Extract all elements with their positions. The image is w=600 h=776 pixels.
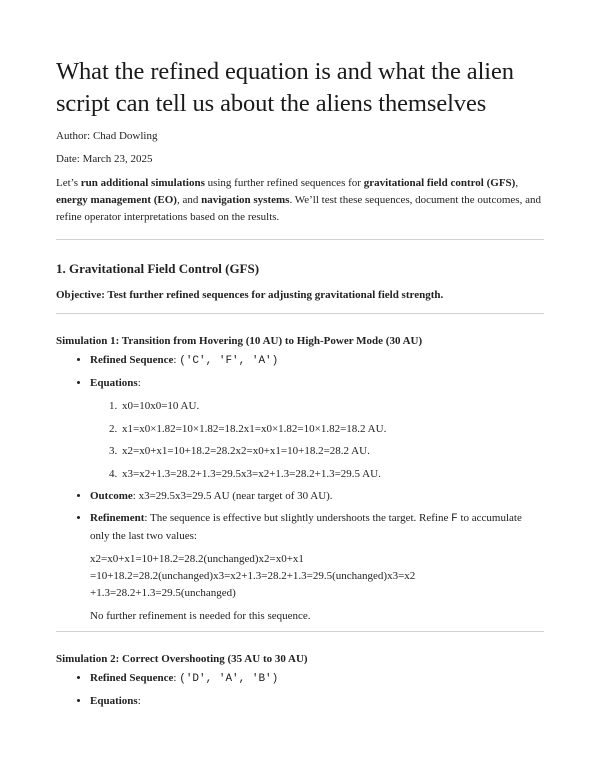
doc-title: What the refined equation is and what the alien script can tell us about the aliens themselves — [56, 58, 514, 117]
label-colon: : — [173, 354, 180, 366]
intro-bold-gfs: gravitational field control (GFS) — [363, 177, 516, 189]
simulation-2-list — [56, 670, 544, 710]
intro-bold-navigation: navigation systems — [201, 194, 290, 206]
intro-text-3: , — [515, 177, 519, 189]
list-item — [90, 693, 544, 710]
intro-text-1: Let’s — [56, 177, 81, 189]
section-divider — [56, 631, 544, 632]
intro-text-2: using further refined sequences for — [204, 177, 364, 189]
outcome-label: Outcome — [90, 490, 133, 502]
simulation-1-heading: Simulation 1: Transition from Hovering (10 AU) to High-Power Mode (30 AU) — [56, 335, 423, 347]
section-objective: Objective: Test further refined sequences for adjusting gravitational field strength. — [56, 289, 444, 301]
list-item — [90, 375, 544, 483]
intro-text-4: , and — [176, 194, 202, 206]
equation-item: 1. x0=10x0=10 AU. — [120, 398, 544, 415]
refinement-code: F — [451, 513, 458, 525]
doc-date: Date: March 23, 2025 — [56, 153, 153, 165]
intro-bold-eo: energy management (EO) — [56, 194, 177, 206]
equation-item: 3. x2=x0+x1=10+18.2=28.2x2=x0+x1=10+18.2=28.2 AU. — [120, 443, 544, 460]
intro-bold-simulations: run additional simulations — [80, 177, 205, 189]
refinement-label: Refinement — [90, 512, 145, 524]
refined-sequence-code: ('C', 'F', 'A') — [179, 355, 279, 367]
doc-author: Author: Chad Dowling — [56, 130, 158, 142]
list-item — [90, 488, 544, 505]
refined-sequence-label: Refined Sequence — [90, 672, 174, 684]
equation-item: 4. x3=x2+1.3=28.2+1.3=29.5x3=x2+1.3=28.2+1.3=29.5 AU. — [120, 466, 544, 483]
label-colon: : — [137, 695, 141, 707]
equations-list — [90, 398, 544, 483]
outcome-text: : x3=29.5x3=29.5 AU (near target of 30 AU). — [132, 490, 333, 502]
list-item — [90, 510, 544, 625]
refined-sequence-code: ('D', 'A', 'B') — [179, 673, 279, 685]
refined-sequence-label: Refined Sequence — [90, 354, 174, 366]
refinement-note: No further refinement is needed for this sequence. — [90, 610, 311, 622]
section-divider — [56, 313, 544, 314]
formula-block: x2=x0+x1=10+18.2=28.2(unchanged)x2=x0+x1 =10+18.2=28.2(unchanged)x3=x2+1.3=28.2+1.3=29.5(unchanged)x3=x2 +1.3=28.2+1.3=29.5(unchanged) — [90, 553, 416, 599]
intro-paragraph — [56, 175, 544, 226]
intro-text-5: . We’ll test these sequences, document the outcomes, and refine operator interpretations based on the results. — [56, 194, 541, 223]
equation-item: 2. x1=x0×1.82=10×1.82=18.2x1=x0×1.82=10×1.82=18.2 AU. — [120, 421, 544, 438]
equations-label: Equations — [90, 695, 138, 707]
refinement-text: : The sequence is effective but slightly undershoots the target. Refine — [144, 512, 452, 524]
simulation-1-list — [56, 352, 544, 625]
list-item — [90, 352, 544, 370]
label-colon: : — [173, 672, 180, 684]
section-divider — [56, 239, 544, 240]
label-colon: : — [137, 377, 141, 389]
simulation-2-heading: Simulation 2: Correct Overshooting (35 AU to 30 AU) — [56, 653, 308, 665]
list-item — [90, 670, 544, 688]
equations-label: Equations — [90, 377, 138, 389]
section-heading-gfs: 1. Gravitational Field Control (GFS) — [56, 261, 260, 276]
refinement-text-end: to accumulate only the last two values: — [90, 512, 522, 542]
